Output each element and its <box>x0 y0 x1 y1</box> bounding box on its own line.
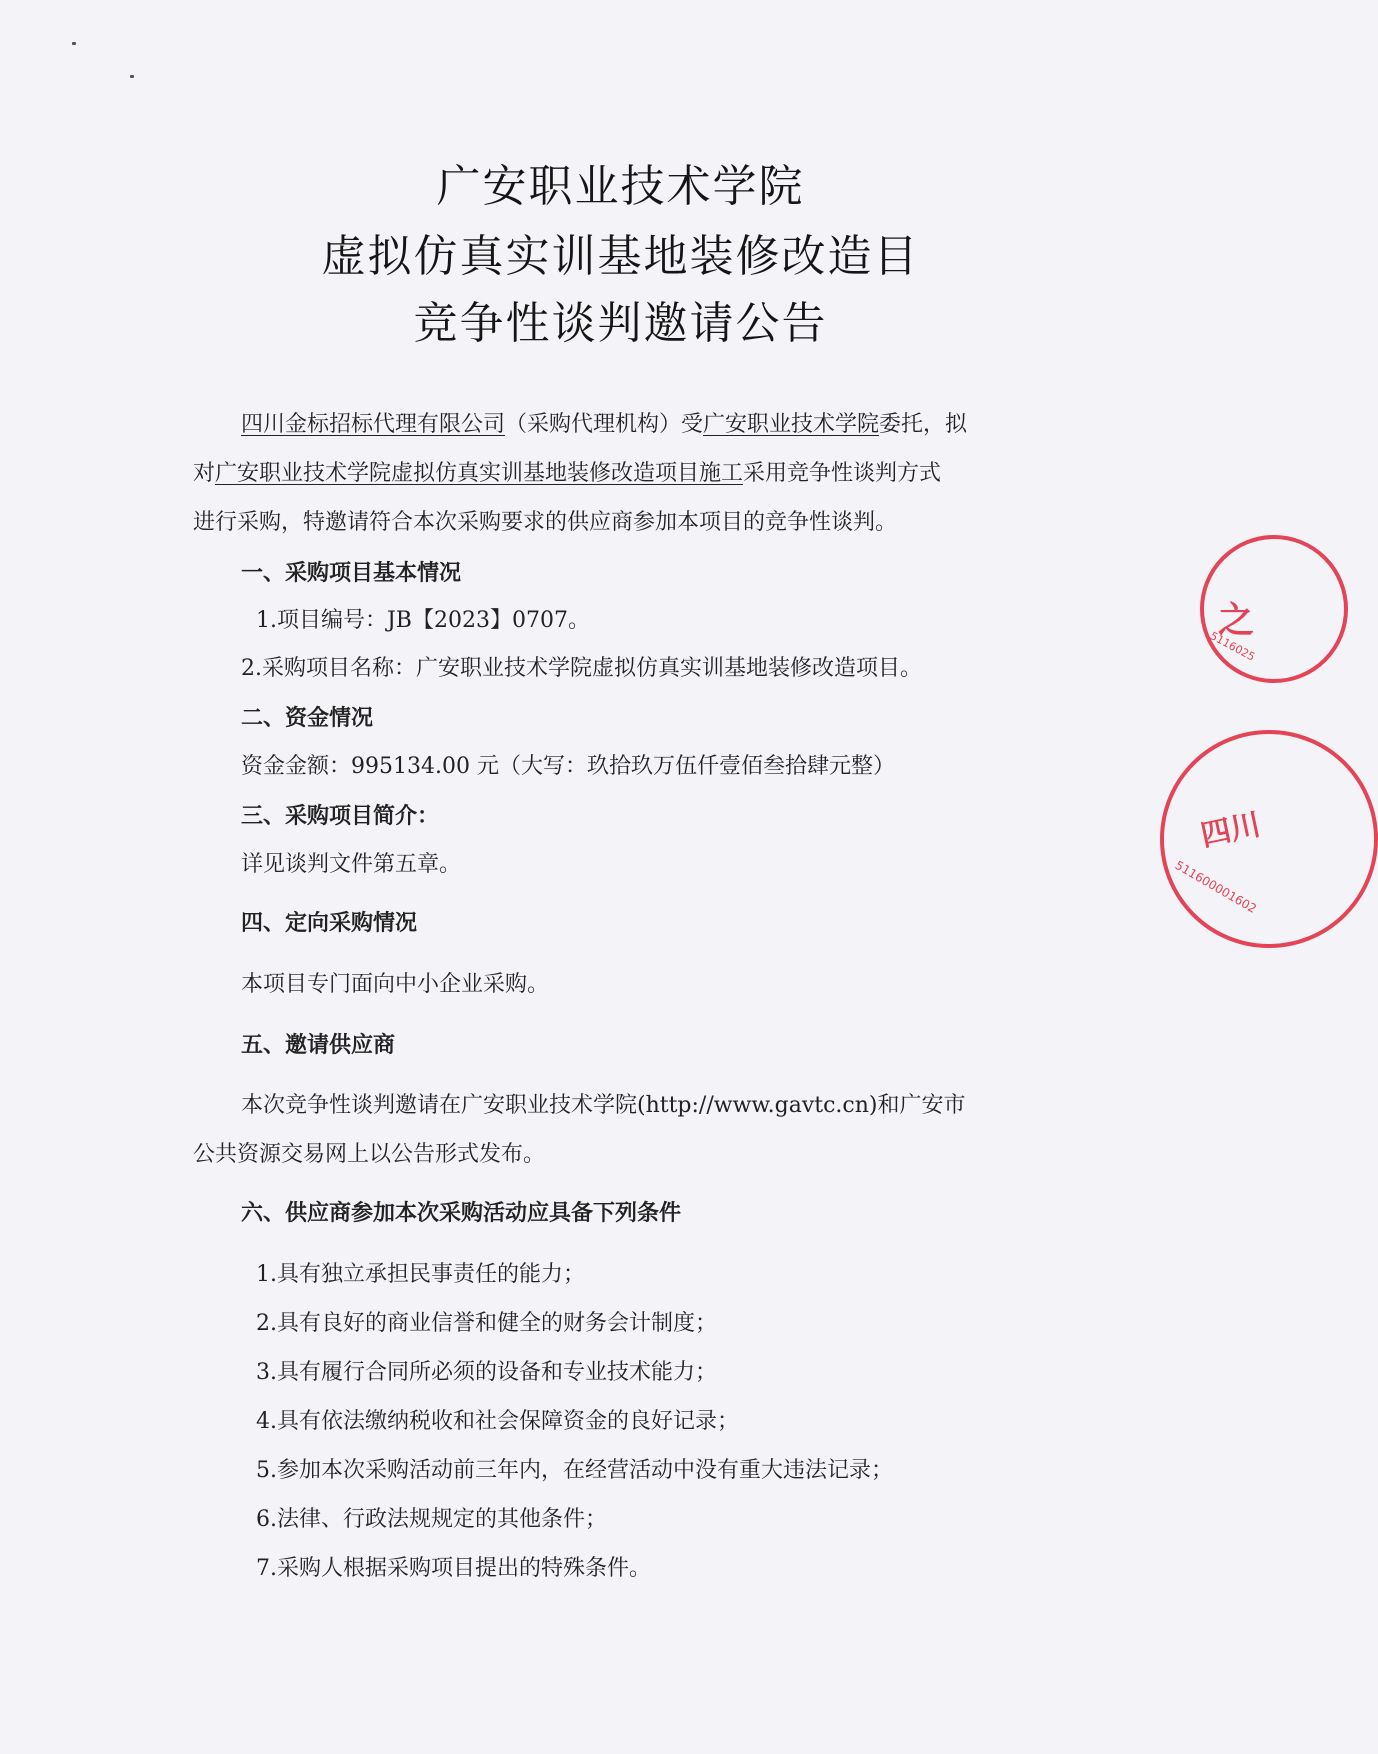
section-5-heading: 五、邀请供应商 <box>241 1033 396 1058</box>
scan-speck <box>130 75 134 78</box>
project-name-item: 2.采购项目名称：广安职业技术学院虚拟仿真实训基地装修改造项目。 <box>241 656 922 681</box>
condition-item: 3.具有履行合同所必须的设备和专业技术能力； <box>256 1360 717 1385</box>
scan-speck <box>72 42 76 45</box>
condition-item: 2.具有良好的商业信誉和健全的财务会计制度； <box>256 1311 717 1336</box>
section-3-text: 详见谈判文件第五章。 <box>241 852 462 877</box>
fund-amount: 资金金额：995134.00 元（大写：玖拾玖万伍仟壹佰叁拾肆元整） <box>241 754 895 779</box>
title-line-1: 广安职业技术学院 <box>436 161 805 212</box>
condition-item: 4.具有依法缴纳税收和社会保障资金的良好记录； <box>256 1409 739 1434</box>
seal-glyph-upper: 之 <box>1218 600 1255 641</box>
section-6-heading: 六、供应商参加本次采购活动应具备下列条件 <box>241 1201 682 1226</box>
section-5-text-1: 本次竞争性谈判邀请在广安职业技术学院(http://www.gavtc.cn)和广安市 <box>241 1093 966 1118</box>
seal-glyph-lower: 四川 <box>1197 807 1264 854</box>
section-3-heading: 三、采购项目简介： <box>241 804 440 829</box>
seal-number-upper: 5116025 <box>1207 629 1258 664</box>
section-1-heading: 一、采购项目基本情况 <box>241 561 462 586</box>
condition-item: 5.参加本次采购活动前三年内，在经营活动中没有重大违法记录； <box>256 1458 893 1483</box>
title-line-2: 虚拟仿真实训基地装修改造目 <box>321 231 920 282</box>
project-name: 广安职业技术学院虚拟仿真实训基地装修改造项目施工 <box>215 461 744 486</box>
condition-item: 1.具有独立承担民事责任的能力； <box>256 1262 585 1287</box>
section-4-heading: 四、定向采购情况 <box>241 911 418 936</box>
project-number: 1.项目编号：JB【2023】0707。 <box>256 608 590 633</box>
intro-line-3: 进行采购，特邀请符合本次采购要求的供应商参加本项目的竞争性谈判。 <box>193 510 898 535</box>
title-line-3: 竞争性谈判邀请公告 <box>413 298 828 349</box>
seal-number-lower: 511600001602 <box>1172 858 1259 916</box>
intro-line-1: 四川金标招标代理有限公司（采购代理机构）受广安职业技术学院委托，拟 <box>241 412 968 437</box>
intro-line-2: 对广安职业技术学院虚拟仿真实训基地装修改造项目施工采用竞争性谈判方式 <box>193 461 942 486</box>
client-name: 广安职业技术学院 <box>703 412 880 437</box>
condition-item: 6.法律、行政法规规定的其他条件； <box>256 1507 607 1532</box>
section-2-heading: 二、资金情况 <box>241 706 374 731</box>
agency-name: 四川金标招标代理有限公司 <box>241 412 506 437</box>
section-4-text: 本项目专门面向中小企业采购。 <box>241 972 550 997</box>
seal-stamp-lower <box>1160 730 1378 948</box>
condition-item: 7.采购人根据采购项目提出的特殊条件。 <box>256 1556 651 1581</box>
section-5-text-2: 公共资源交易网上以公告形式发布。 <box>193 1142 546 1167</box>
